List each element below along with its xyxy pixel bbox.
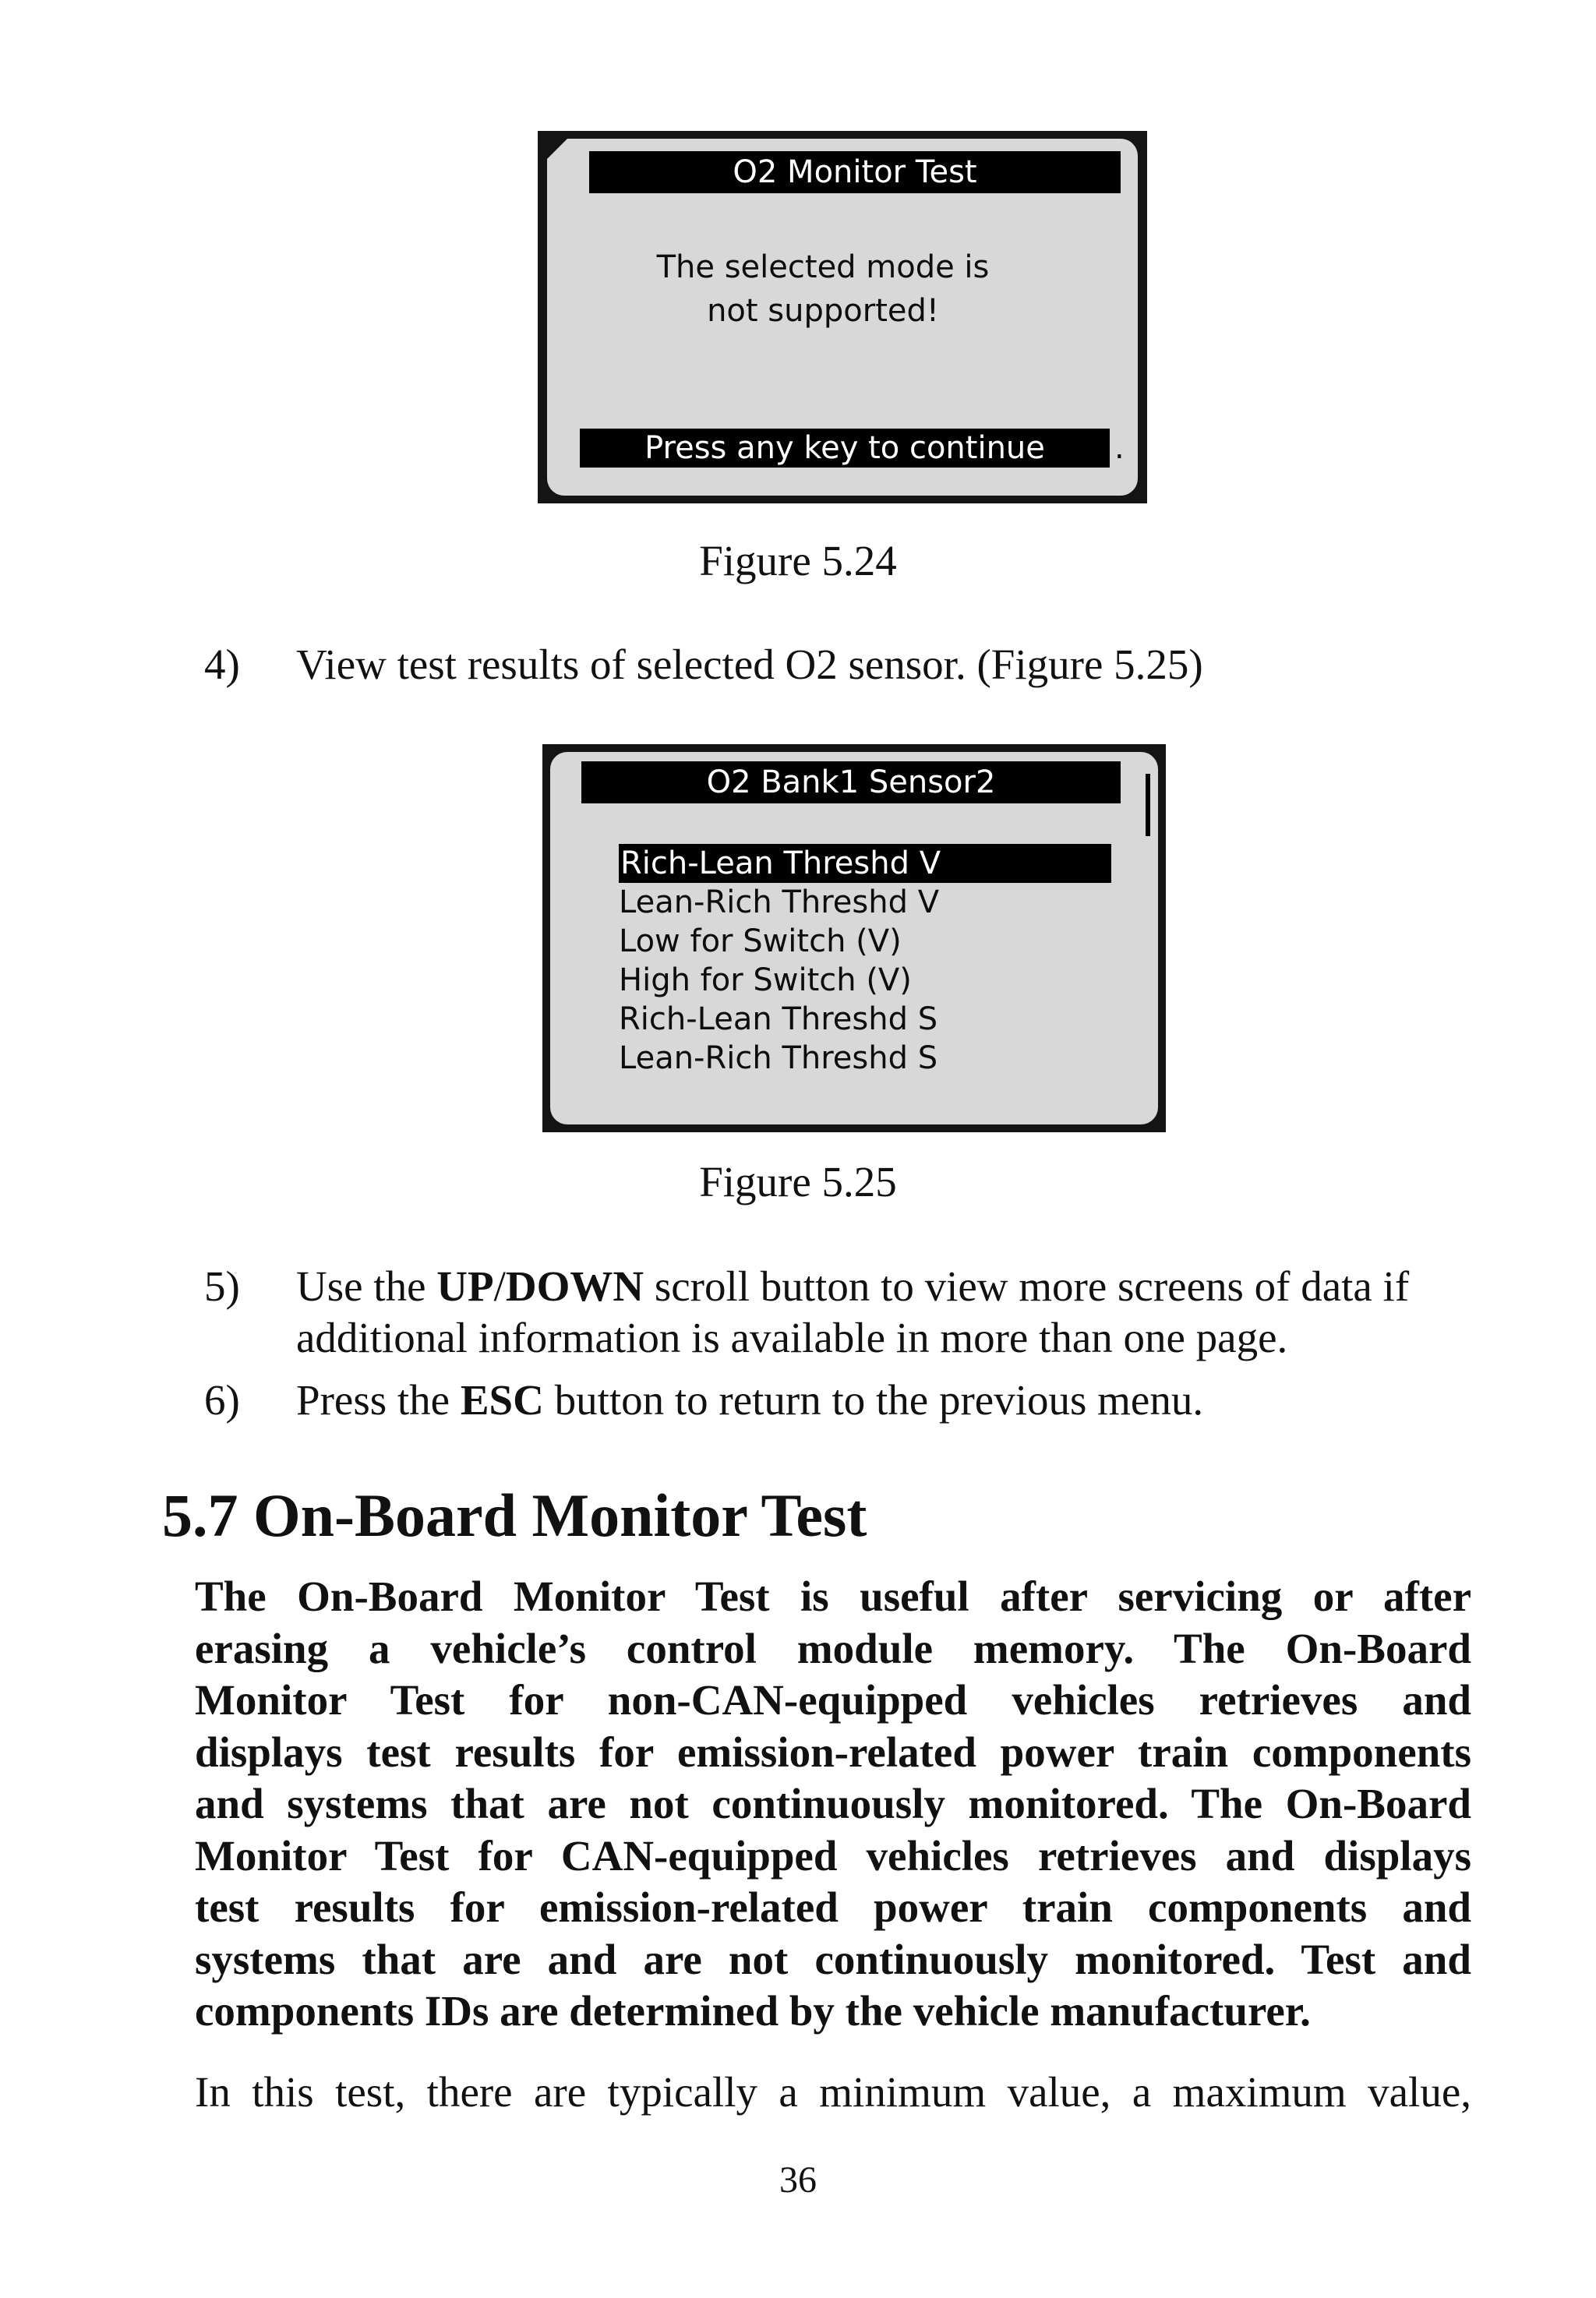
figure-525-scrollbar[interactable]	[1146, 774, 1150, 836]
figure-524-prompt-bar: Press any key to continue	[580, 429, 1110, 468]
o2-menu-item[interactable]: High for Switch (V)	[619, 962, 912, 998]
section-bold-paragraph	[195, 1571, 1471, 2038]
page-number: 36	[779, 2159, 817, 2201]
figure-525-menu-list	[613, 844, 1111, 1078]
step-4-text: View test results of selected O2 sensor. (Figure 5.25)	[296, 641, 1203, 688]
bold-paragraph-line: Monitor Test for non-CAN-equipped vehicles retrieves and	[195, 1676, 1471, 1724]
bold-paragraph-line: systems that are and are not continuously monitored. Test and	[195, 1935, 1471, 1983]
step-5-line2: additional information is available in more than one page.	[296, 1314, 1288, 1361]
step-6-text	[296, 1375, 1203, 1426]
step-5-text-after: scroll button to view more screens of data if	[644, 1262, 1410, 1310]
o2-menu-item[interactable]: Low for Switch (V)	[619, 923, 902, 959]
bold-paragraph-line: test results for emission-related power train components and	[195, 1883, 1471, 1931]
figure-524-lcd	[547, 139, 1138, 496]
figure-524-corner	[547, 139, 567, 159]
esc-key-label: ESC	[460, 1376, 544, 1424]
figure-524-screen	[538, 131, 1147, 503]
step-5-number: 5)	[204, 1262, 240, 1310]
o2-menu-item-selected[interactable]: Rich-Lean Threshd V	[619, 844, 1111, 883]
step-4	[204, 639, 1482, 694]
step-4-number: 4)	[204, 641, 240, 688]
step-5-slash: /	[493, 1262, 506, 1310]
step-6-text-before: Press the	[296, 1376, 461, 1424]
step-6-text-after: button to return to the previous menu.	[543, 1376, 1204, 1424]
step-5-line1	[296, 1261, 1409, 1312]
bold-paragraph-line: displays test results for emission-related power train components	[195, 1728, 1471, 1776]
figure-524-title-bar: O2 Monitor Test	[589, 151, 1121, 193]
figure-525-title-bar: O2 Bank1 Sensor2	[581, 761, 1121, 803]
step-6	[204, 1375, 1482, 1429]
figure-525-lcd	[550, 752, 1158, 1124]
o2-menu-item[interactable]: Lean-Rich Threshd V	[619, 884, 940, 920]
section-regular-paragraph: In this test, there are typically a minimum value, a maximum value,	[195, 2068, 1471, 2116]
down-key-label: DOWN	[505, 1262, 644, 1310]
step-5	[204, 1261, 1482, 1370]
section-heading: 5.7 On-Board Monitor Test	[162, 1481, 867, 1549]
figure-525-caption: Figure 5.25	[699, 1158, 897, 1205]
bold-paragraph-line: erasing a vehicle’s control module memory. The On-Board	[195, 1624, 1471, 1672]
o2-menu-item[interactable]: Rich-Lean Threshd S	[619, 1001, 938, 1037]
figure-525-screen	[542, 744, 1166, 1132]
step-5-text-before: Use the	[296, 1262, 437, 1310]
step-6-number: 6)	[204, 1376, 240, 1424]
bold-paragraph-line: and systems that are not continuously monitored. The On-Board	[195, 1780, 1471, 1827]
figure-524-prompt-suffix: .	[1114, 430, 1125, 466]
figure-524-message-line1: The selected mode is	[656, 249, 990, 285]
figure-524-caption: Figure 5.24	[699, 537, 897, 584]
figure-524-message-line2: not supported!	[707, 293, 939, 329]
up-key-label: UP	[436, 1262, 494, 1310]
o2-menu-item[interactable]: Lean-Rich Threshd S	[619, 1040, 938, 1076]
bold-paragraph-line: components IDs are determined by the vehicle manufacturer.	[195, 1987, 1311, 2035]
bold-paragraph-line: Monitor Test for CAN-equipped vehicles retrieves and displays	[195, 1831, 1471, 1880]
bold-paragraph-line: The On-Board Monitor Test is useful after servicing or after	[195, 1573, 1471, 1620]
